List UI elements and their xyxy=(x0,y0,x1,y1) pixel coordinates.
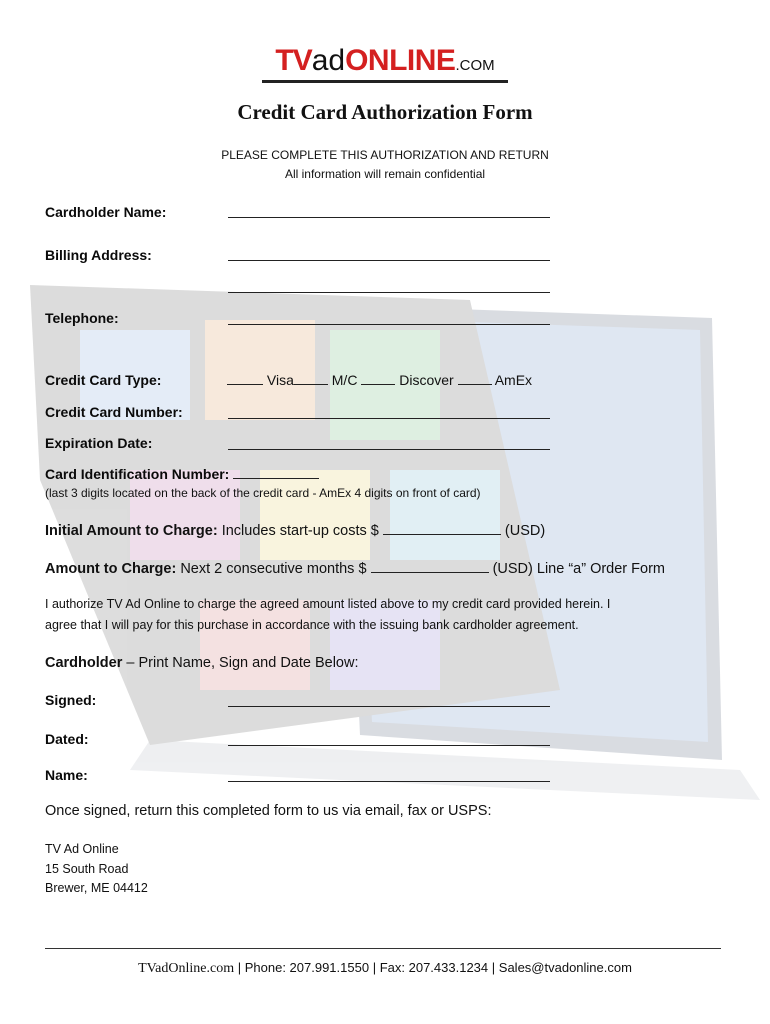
address-line-2: 15 South Road xyxy=(45,861,129,876)
monthly-amount-text: Next 2 consecutive months $ xyxy=(180,561,367,577)
logo-com: .COM xyxy=(455,57,495,74)
footer-divider xyxy=(45,948,721,949)
monthly-amount-label: Amount to Charge: xyxy=(45,561,177,577)
logo-ad: ad xyxy=(311,44,346,77)
initial-amount-row xyxy=(45,522,545,539)
address-line-3: Brewer, ME 04412 xyxy=(45,881,148,895)
mc-checkbox[interactable] xyxy=(294,373,328,385)
logo-underline xyxy=(262,80,508,83)
card-id-text: Card Identification Number: xyxy=(45,466,230,482)
card-number-label: Credit Card Number: xyxy=(45,404,183,420)
return-instructions: Once signed, return this completed form to us via email, fax or USPS: xyxy=(45,803,492,819)
card-number-field[interactable] xyxy=(228,418,550,419)
visa-checkbox[interactable] xyxy=(227,373,263,385)
billing-address-field-1[interactable] xyxy=(228,260,550,261)
signature-heading-rest: – Print Name, Sign and Date Below: xyxy=(126,655,359,671)
initial-amount-label: Initial Amount to Charge: xyxy=(45,523,218,539)
expiration-label: Expiration Date: xyxy=(45,435,153,451)
initial-amount-text: Includes start-up costs $ xyxy=(221,523,379,539)
authorization-line-1: I authorize TV Ad Online to charge the agreed amount listed above to my credit card provided herein. I xyxy=(45,597,611,611)
expiration-field[interactable] xyxy=(228,449,550,450)
mailing-address xyxy=(45,840,148,899)
dated-field[interactable] xyxy=(228,745,550,746)
signed-label: Signed: xyxy=(45,692,97,708)
footer-website[interactable]: TVadOnline.com xyxy=(138,961,235,976)
initial-amount-field[interactable] xyxy=(383,522,501,535)
footer-contact xyxy=(0,960,770,977)
signed-field[interactable] xyxy=(228,706,550,707)
cardholder-name-label: Cardholder Name: xyxy=(45,204,167,220)
billing-address-label: Billing Address: xyxy=(45,247,152,263)
card-id-note: (last 3 digits located on the back of the credit card - AmEx 4 digits on front of card) xyxy=(45,486,481,500)
amex-checkbox[interactable] xyxy=(458,373,492,385)
dated-label: Dated: xyxy=(45,731,89,747)
discover-label: Discover xyxy=(399,372,454,388)
amex-label: AmEx xyxy=(494,372,533,388)
visa-label: Visa xyxy=(266,372,294,388)
card-type-label: Credit Card Type: xyxy=(45,372,162,388)
mc-label: M/C xyxy=(331,372,358,388)
form-instruction: PLEASE COMPLETE THIS AUTHORIZATION AND RETURN xyxy=(221,148,549,162)
authorization-line-2: agree that I will pay for this purchase in accordance with the issuing bank cardholder agreement. xyxy=(45,618,579,632)
telephone-label: Telephone: xyxy=(45,310,119,326)
monthly-amount-row xyxy=(45,560,665,577)
footer-sep-3: | xyxy=(491,960,496,975)
initial-amount-unit: (USD) xyxy=(504,523,546,539)
card-type-options xyxy=(227,372,532,388)
card-id-label xyxy=(45,466,319,482)
footer-fax: Fax: 207.433.1234 xyxy=(379,960,489,975)
authorization-text xyxy=(45,594,725,636)
discover-checkbox[interactable] xyxy=(361,373,395,385)
footer-sep-2: | xyxy=(372,960,377,975)
monthly-amount-unit: (USD) Line “a” Order Form xyxy=(492,561,665,577)
name-label: Name: xyxy=(45,767,88,783)
confidential-note: All information will remain confidential xyxy=(284,167,486,181)
card-id-field[interactable] xyxy=(233,466,319,479)
company-logo xyxy=(0,44,770,78)
logo-tv: TV xyxy=(275,44,312,77)
signature-heading-bold: Cardholder xyxy=(45,655,123,671)
name-field[interactable] xyxy=(228,781,550,782)
address-line-1: TV Ad Online xyxy=(45,842,119,856)
footer-phone: Phone: 207.991.1550 xyxy=(244,960,370,975)
footer-email[interactable]: Sales@tvadonline.com xyxy=(498,960,632,975)
billing-address-field-2[interactable] xyxy=(228,292,550,293)
cardholder-name-field[interactable] xyxy=(228,217,550,218)
signature-heading xyxy=(45,655,359,671)
telephone-field[interactable] xyxy=(228,324,550,325)
footer-sep-1: | xyxy=(237,960,242,975)
logo-online: ONLINE xyxy=(345,44,456,77)
monthly-amount-field[interactable] xyxy=(371,560,489,573)
form-title: Credit Card Authorization Form xyxy=(237,100,533,124)
